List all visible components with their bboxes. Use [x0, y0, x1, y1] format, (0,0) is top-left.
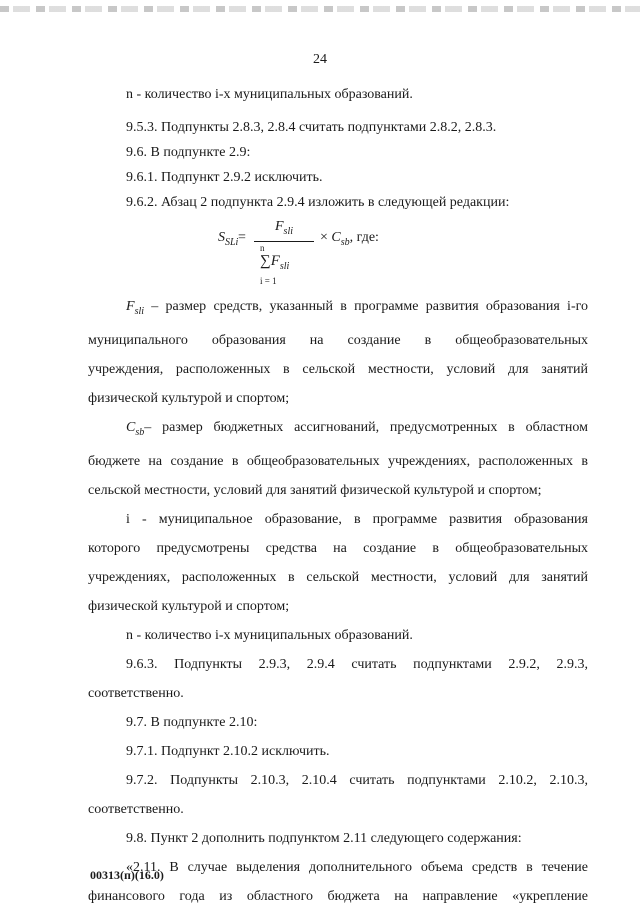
definition-i-line-1: i - муниципальное образование, в программе развития образования — [126, 511, 588, 527]
paragraph-9-7-1: 9.7.1. Подпункт 2.10.2 исключить. — [126, 743, 330, 759]
paragraph-2-11-line-2: финансового года из областного бюджета на направление «укрепление — [88, 888, 588, 904]
scan-artifact-line — [0, 6, 640, 12]
definition-fsli-line-4: физической культурой и спортом; — [88, 390, 290, 406]
paragraph-9-7-2-line-1: 9.7.2. Подпункты 2.10.3, 2.10.4 считать подпунктами 2.10.2, 2.10.3, — [126, 772, 588, 788]
paragraph-9-7: 9.7. В подпункте 2.10: — [126, 714, 258, 730]
paragraph-9-6-3-line-2: соответственно. — [88, 685, 184, 701]
fraction-bar — [254, 241, 314, 242]
paragraph-n-definition-top: n - количество i-х муниципальных образований. — [126, 87, 413, 102]
formula-block — [88, 219, 588, 289]
paragraph-9-5-3: 9.5.3. Подпункты 2.8.3, 2.8.4 считать подпунктами 2.8.2, 2.8.3. — [126, 120, 497, 135]
fraction-numerator: $F_{sli}$ — [274, 219, 293, 237]
definition-fsli-line-2: муниципального образования на создание в общеобразовательных — [88, 332, 588, 348]
page-number: 24 — [313, 52, 327, 67]
paragraph-2-11-line-1: «2.11. В случае выделения дополнительного объема средств в течение — [126, 859, 588, 875]
formula-equals: = — [238, 230, 246, 245]
paragraph-9-6-3-line-1: 9.6.3. Подпункты 2.9.3, 2.9.4 считать подпунктами 2.9.2, 2.9.3, — [126, 656, 588, 672]
paragraph-9-8: 9.8. Пункт 2 дополнить подпунктом 2.11 следующего содержания: — [126, 830, 522, 846]
definition-csb-line-1: $C_{sb}-$ размер бюджетных ассигнований, предусмотренных в областном — [126, 419, 588, 438]
sum-expression: $\sum F_{sli}$ — [260, 252, 290, 272]
sum-upper-limit: n — [260, 242, 265, 253]
definition-fsli-line-1: $F_{sli}$ – размер средств, указанный в программе развития образования i-го — [126, 299, 588, 317]
document-body — [88, 85, 588, 907]
paragraph-9-6-2: 9.6.2. Абзац 2 подпункта 2.9.4 изложить в следующей редакции: — [126, 195, 510, 210]
paragraph-9-7-2-line-2: соответственно. — [88, 801, 184, 817]
sum-lower-limit: i = 1 — [260, 275, 277, 286]
definition-n: n - количество i-х муниципальных образований. — [126, 627, 413, 643]
sum-icon: ∑ — [260, 252, 271, 269]
paragraph-9-6-1: 9.6.1. Подпункт 2.9.2 исключить. — [126, 170, 323, 185]
definition-fsli-line-3: учреждения, расположенных в сельской местности, условий для занятий — [88, 361, 588, 377]
document-code: 00313(п)(16.0) — [90, 868, 164, 882]
definition-csb-line-2: бюджете на создание в общеобразовательных учреждениях, расположенных в — [88, 453, 588, 469]
formula-lhs: $S_{SLi}$ — [218, 230, 239, 248]
paragraph-9-6: 9.6. В подпункте 2.9: — [126, 145, 251, 160]
definition-i-line-3: учреждениях, расположенных в сельской местности, условий для занятий — [88, 569, 588, 585]
definition-i-line-4: физической культурой и спортом; — [88, 598, 290, 614]
formula-rhs: × $C_{sb}$, где: — [320, 230, 379, 248]
definition-csb-line-3: сельской местности, условий для занятий физической культурой и спортом; — [88, 482, 542, 498]
formula-fraction — [254, 219, 314, 287]
definition-i-line-2: которого предусмотрены средства на создание в общеобразовательных — [88, 540, 588, 556]
